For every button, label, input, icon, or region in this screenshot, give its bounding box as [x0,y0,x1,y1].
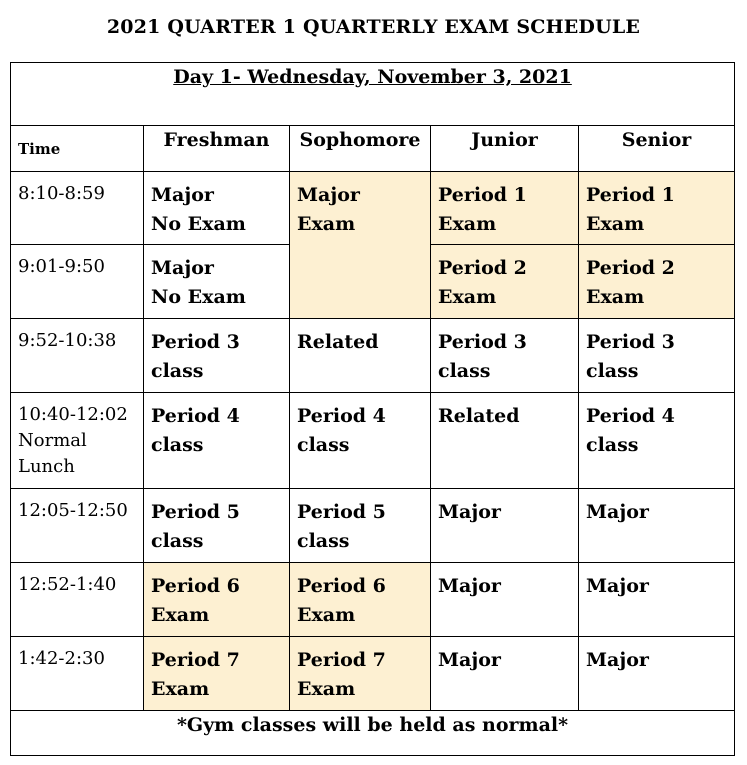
junior-cell: Major [431,563,579,637]
sophomore-cell: Period 4 class [290,393,431,489]
sophomore-cell: Major Exam [290,172,431,319]
senior-cell: Period 3 class [579,319,735,393]
day-heading-cell [11,63,735,126]
footer-note: *Gym classes will be held as normal* [11,711,735,756]
junior-cell: Major [431,489,579,563]
freshman-cell: Period 7 Exam [144,637,290,711]
sophomore-cell: Period 6 Exam [290,563,431,637]
junior-cell: Period 2 Exam [431,245,579,319]
freshman-cell: Period 5 class [144,489,290,563]
table-row [11,172,735,245]
senior-cell: Period 1 Exam [579,172,735,245]
time-cell: 1:42-2:30 [11,637,144,711]
table-row [11,563,735,637]
day-heading: Day 1- Wednesday, November 3, 2021 [173,66,572,88]
freshman-cell: Period 6 Exam [144,563,290,637]
table-row [11,393,735,489]
senior-cell: Period 2 Exam [579,245,735,319]
freshman-cell: Major No Exam [144,245,290,319]
header-row [11,126,735,172]
table-row [11,637,735,711]
table-row [11,319,735,393]
table-row [11,489,735,563]
sophomore-cell: Related [290,319,431,393]
freshman-cell: Period 4 class [144,393,290,489]
time-cell: 9:01-9:50 [11,245,144,319]
junior-cell: Major [431,637,579,711]
freshman-column-header: Freshman [144,126,290,172]
freshman-cell: Period 3 class [144,319,290,393]
junior-column-header: Junior [431,126,579,172]
senior-cell: Period 4 class [579,393,735,489]
senior-column-header: Senior [579,126,735,172]
document-title: 2021 QUARTER 1 QUARTERLY EXAM SCHEDULE [106,16,641,38]
time-cell: 9:52-10:38 [11,319,144,393]
footer-note-row [11,711,735,756]
day-heading-row [11,63,735,126]
time-cell: 10:40-12:02 Normal Lunch [11,393,144,489]
junior-cell: Related [431,393,579,489]
sophomore-cell: Period 7 Exam [290,637,431,711]
time-cell: 12:52-1:40 [11,563,144,637]
sophomore-cell: Period 5 class [290,489,431,563]
freshman-cell: Major No Exam [144,172,290,245]
senior-cell: Major [579,563,735,637]
junior-cell: Period 3 class [431,319,579,393]
time-cell: 8:10-8:59 [11,172,144,245]
time-column-header: Time [11,126,144,172]
exam-schedule-table [10,62,735,756]
junior-cell: Period 1 Exam [431,172,579,245]
time-cell: 12:05-12:50 [11,489,144,563]
sophomore-column-header: Sophomore [290,126,431,172]
senior-cell: Major [579,489,735,563]
senior-cell: Major [579,637,735,711]
